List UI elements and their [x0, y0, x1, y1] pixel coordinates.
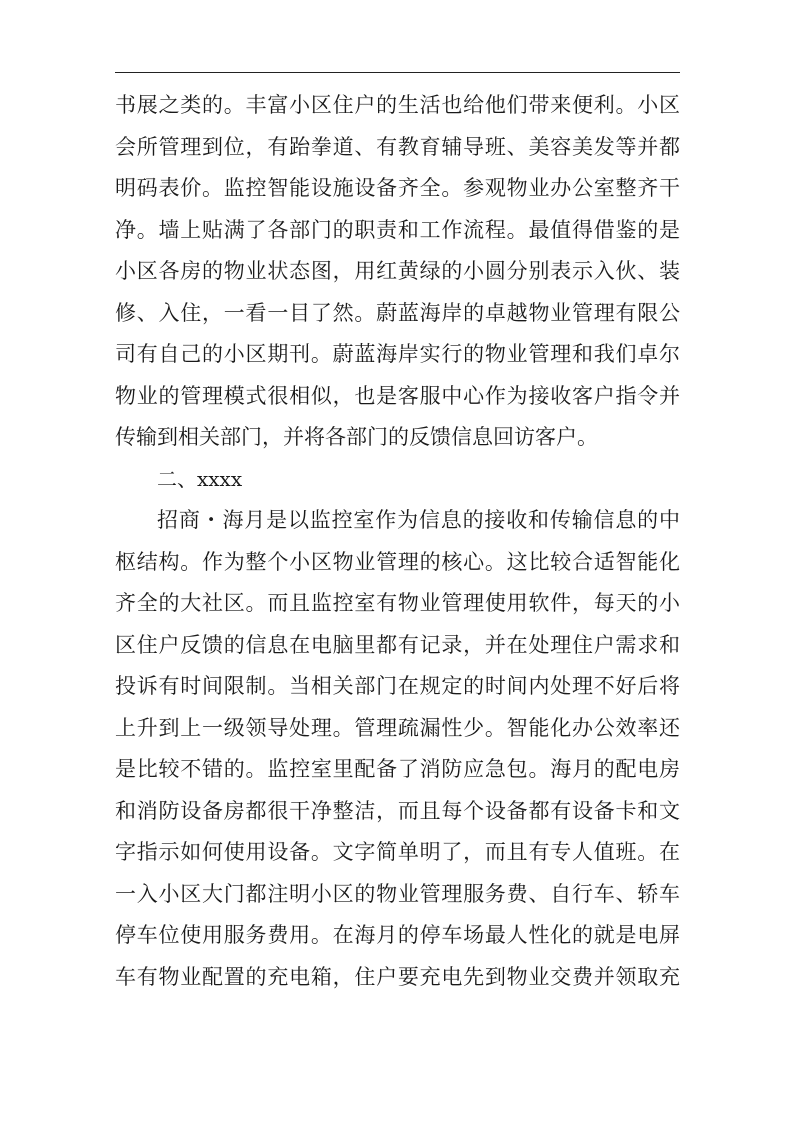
text-line: 修、入住，一看一目了然。蔚蓝海岸的卓越物业管理有限公	[115, 300, 680, 325]
text-line: 投诉有时间限制。当相关部门在规定的时间内处理不好后将	[115, 674, 680, 698]
header-rule	[115, 72, 680, 73]
text-line: 字指示如何使用设备。文字简单明了，而且有专人值班。在	[115, 840, 680, 864]
text-line: 书展之类的。丰富小区住户的生活也给他们带来便利。小区	[115, 93, 680, 117]
text-line: 招商・海月是以监控室作为信息的接收和传输信息的中	[157, 508, 680, 532]
text-line: 净。墙上贴满了各部门的职责和工作流程。最值得借鉴的是	[115, 217, 680, 242]
paragraph-1	[115, 85, 680, 459]
text-line: 会所管理到位，有跆拳道、有教育辅导班、美容美发等并都	[115, 134, 680, 159]
text-line: 枢结构。作为整个小区物业管理的核心。这比较合适智能化	[115, 549, 680, 574]
paragraph-2	[115, 500, 680, 998]
document-body	[115, 85, 680, 998]
text-line: 一入小区大门都注明小区的物业管理服务费、自行车、轿车	[115, 881, 680, 906]
text-line: 物业的管理模式很相似，也是客服中心作为接收客户指令并	[115, 383, 680, 408]
text-line: 区住户反馈的信息在电脑里都有记录，并在处理住户需求和	[115, 632, 680, 657]
text-line: 是比较不错的。监控室里配备了消防应急包。海月的配电房	[115, 757, 680, 781]
text-line: 停车位使用服务费用。在海月的停车场最人性化的就是电屏	[115, 923, 680, 947]
text-line: 小区各房的物业状态图，用红黄绿的小圆分别表示入伙、装	[115, 259, 680, 283]
text-line: 司有自己的小区期刊。蔚蓝海岸实行的物业管理和我们卓尔	[115, 342, 680, 366]
text-line: 齐全的大社区。而且监控室有物业管理使用软件，每天的小	[115, 591, 680, 615]
text-line: 明码表价。监控智能设施设备齐全。参观物业办公室整齐干	[115, 176, 680, 200]
text-line: 传输到相关部门，并将各部门的反馈信息回访客户。	[115, 425, 598, 449]
text-line: 车有物业配置的充电箱，住户要充电先到物业交费并领取充	[115, 964, 680, 989]
text-line: 和消防设备房都很干净整洁，而且每个设备都有设备卡和文	[115, 798, 680, 823]
text-line: 上升到上一级领导处理。管理疏漏性少。智能化办公效率还	[115, 715, 680, 740]
section-heading: 二、xxxx	[157, 466, 243, 491]
